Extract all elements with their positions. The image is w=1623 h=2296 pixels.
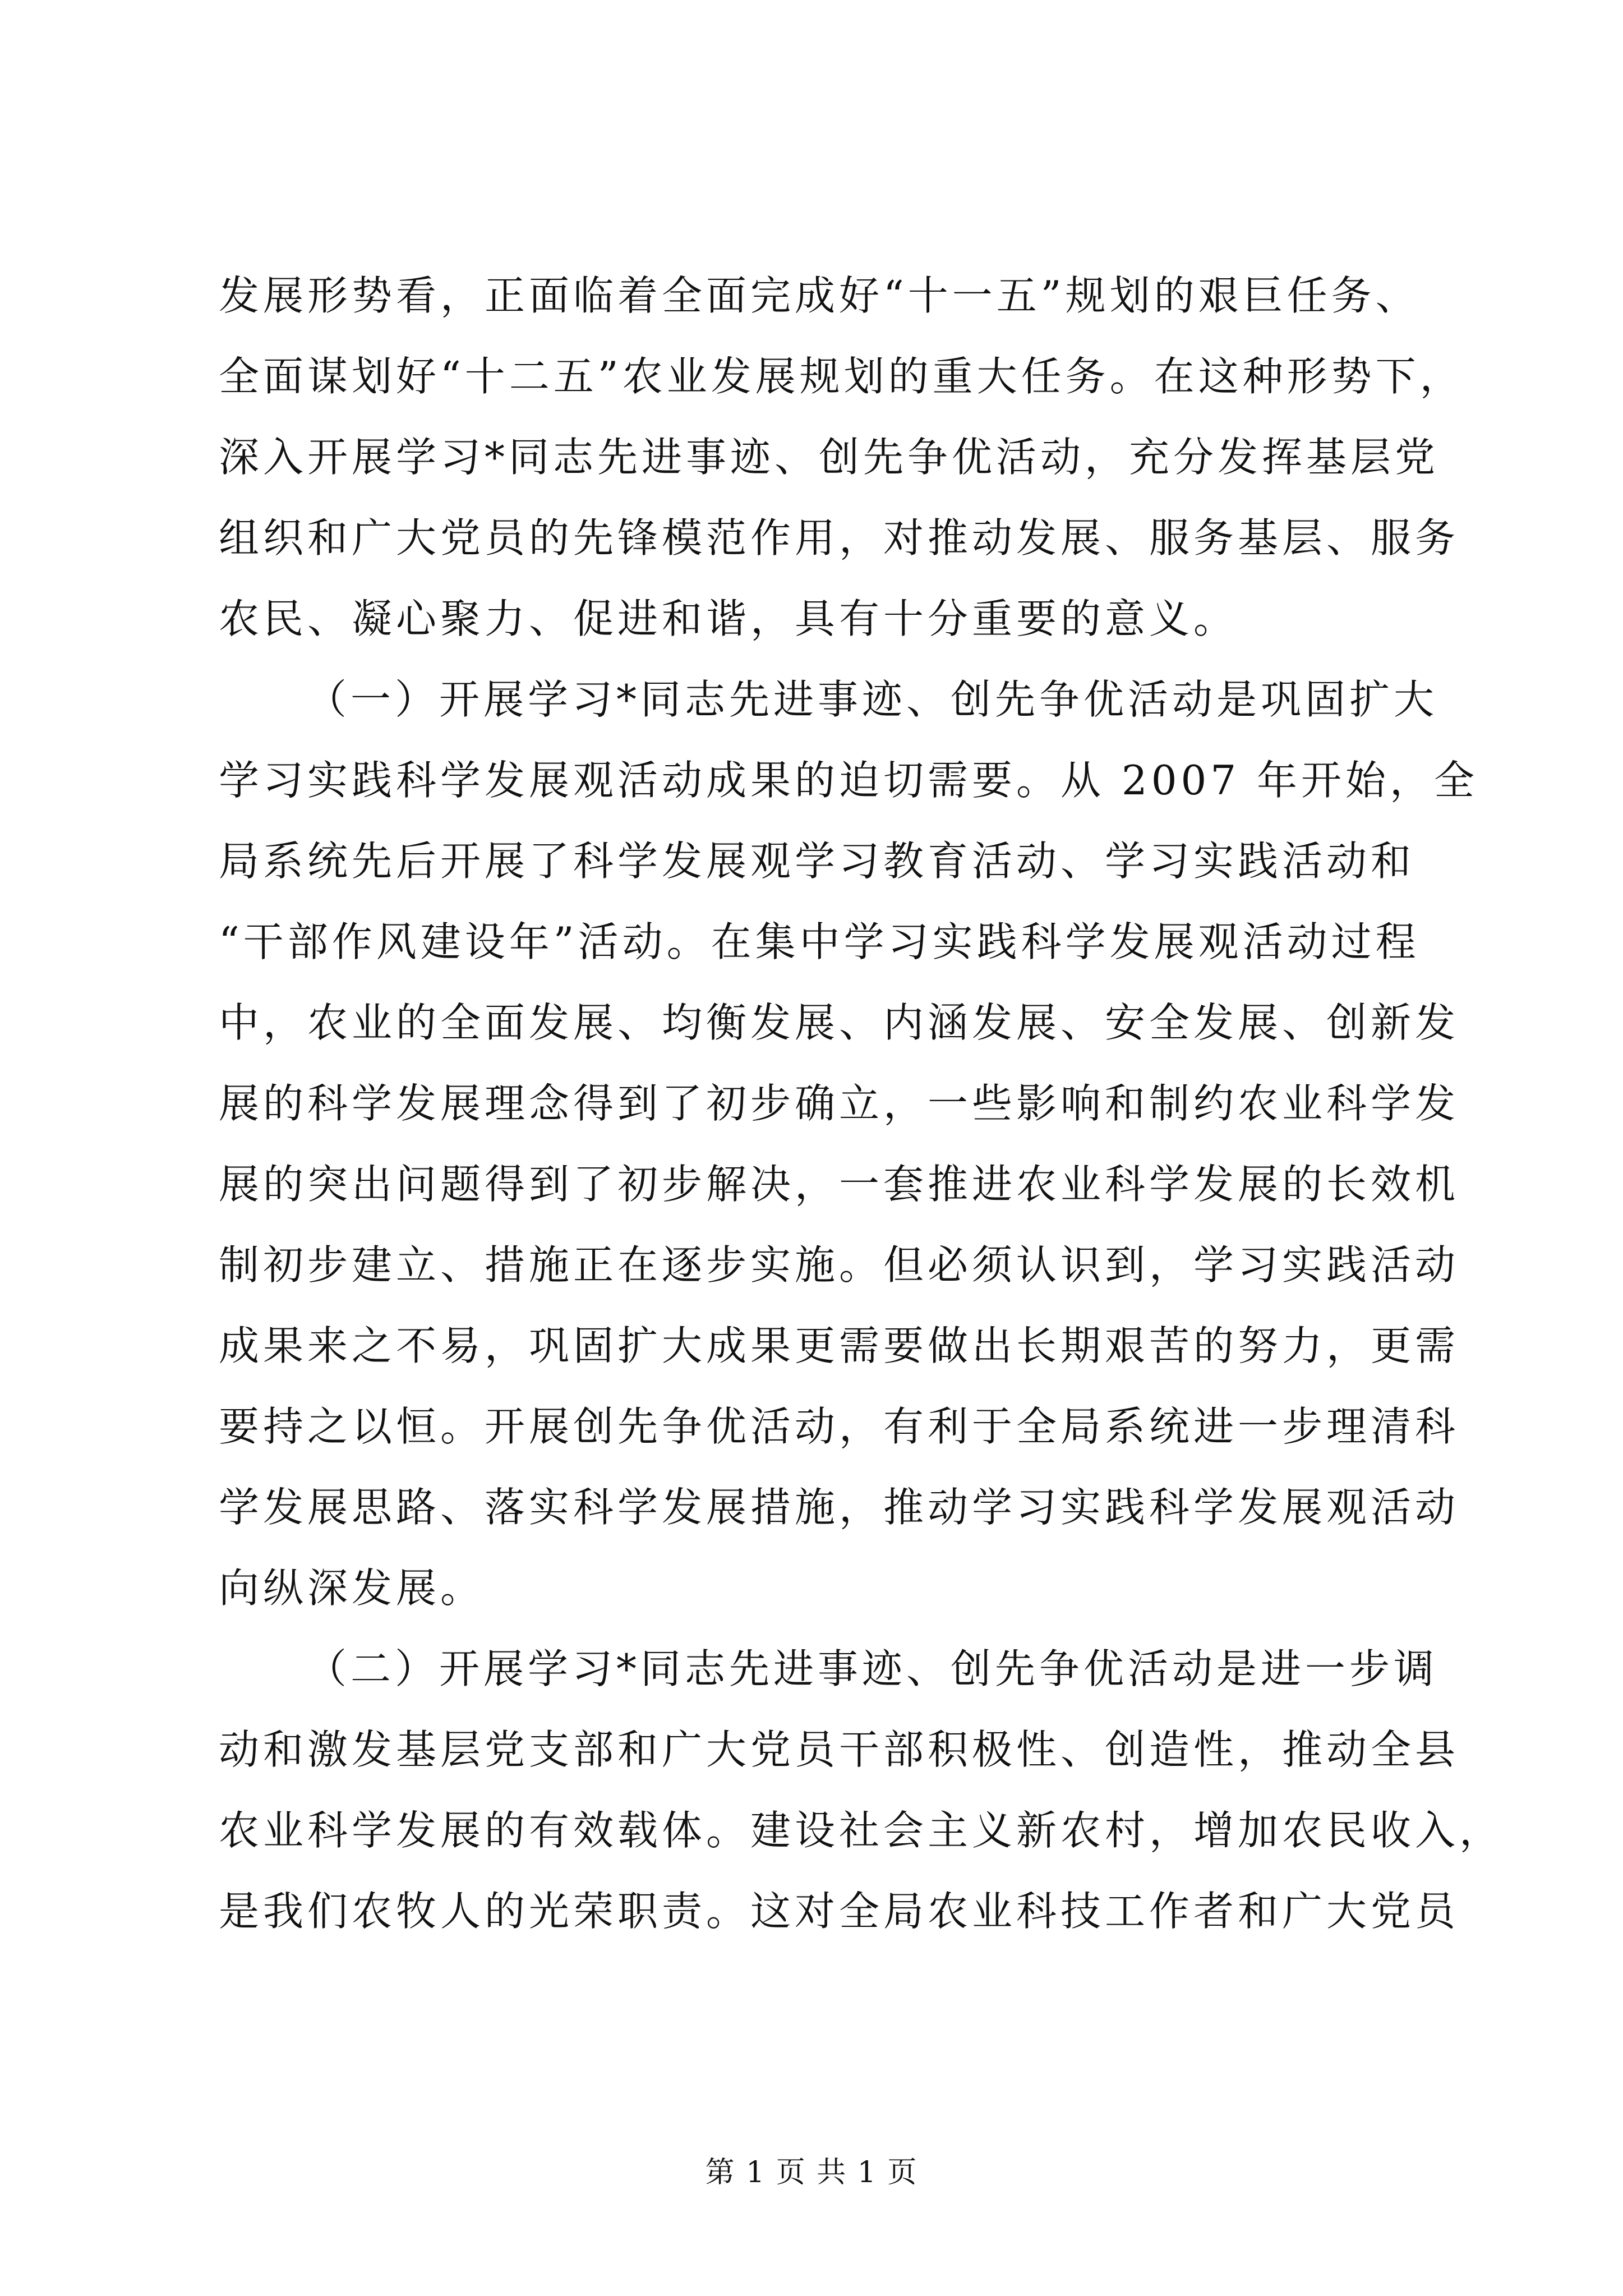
text-line: 成果来之不易，巩固扩大成果更需要做出长期艰苦的努力，更需 xyxy=(219,1322,1460,1369)
text-line: 发展形势看，正面临着全面完成好“十一五”规划的艰巨任务、 xyxy=(219,272,1420,319)
text-line: 组织和广大党员的先锋模范作用，对推动发展、服务基层、服务 xyxy=(219,514,1460,562)
text-line: 向纵深发展。 xyxy=(219,1565,485,1612)
text-line: “干部作风建设年”活动。在集中学习实践科学发展观活动过程 xyxy=(219,918,1420,965)
text-line: 局系统先后开展了科学发展观学习教育活动、学习实践活动和 xyxy=(219,838,1415,885)
text-line: 是我们农牧人的光荣职责。这对全局农业科技工作者和广大党员 xyxy=(219,1888,1460,1935)
text-line: 要持之以恒。开展创先争优活动，有利于全局系统进一步理清科 xyxy=(219,1403,1460,1450)
text-line: 中，农业的全面发展、均衡发展、内涵发展、安全发展、创新发 xyxy=(219,999,1460,1046)
paragraph-heading-line: （一）开展学习*同志先进事迹、创先争优活动是巩固扩大 xyxy=(306,676,1438,723)
text-line: 农业科学发展的有效载体。建设社会主义新农村，增加农民收入， xyxy=(219,1807,1504,1854)
text-line: 学习实践科学发展观活动成果的迫切需要。从 2007 年开始，全 xyxy=(219,757,1479,804)
text-line: 学发展思路、落实科学发展措施，推动学习实践科学发展观活动 xyxy=(219,1484,1460,1531)
text-line: 制初步建立、措施正在逐步实施。但必须认识到，学习实践活动 xyxy=(219,1241,1460,1289)
page-number-footer: 第 1 页 共 1 页 xyxy=(705,2156,918,2189)
text-line: 农民、凝心聚力、促进和谐，具有十分重要的意义。 xyxy=(219,595,1238,642)
text-line: 全面谋划好“十二五”农业发展规划的重大任务。在这种形势下， xyxy=(219,353,1464,400)
document-body xyxy=(219,255,1504,1952)
text-line: 展的科学发展理念得到了初步确立，一些影响和制约农业科学发 xyxy=(219,1080,1460,1127)
text-line: 动和激发基层党支部和广大党员干部积极性、创造性，推动全县 xyxy=(219,1726,1460,1773)
paragraph-heading-line: （二）开展学习*同志先进事迹、创先争优活动是进一步调 xyxy=(306,1645,1438,1692)
text-line: 展的突出问题得到了初步解决，一套推进农业科学发展的长效机 xyxy=(219,1161,1460,1208)
text-line: 深入开展学习*同志先进事迹、创先争优活动，充分发挥基层党 xyxy=(219,434,1440,481)
